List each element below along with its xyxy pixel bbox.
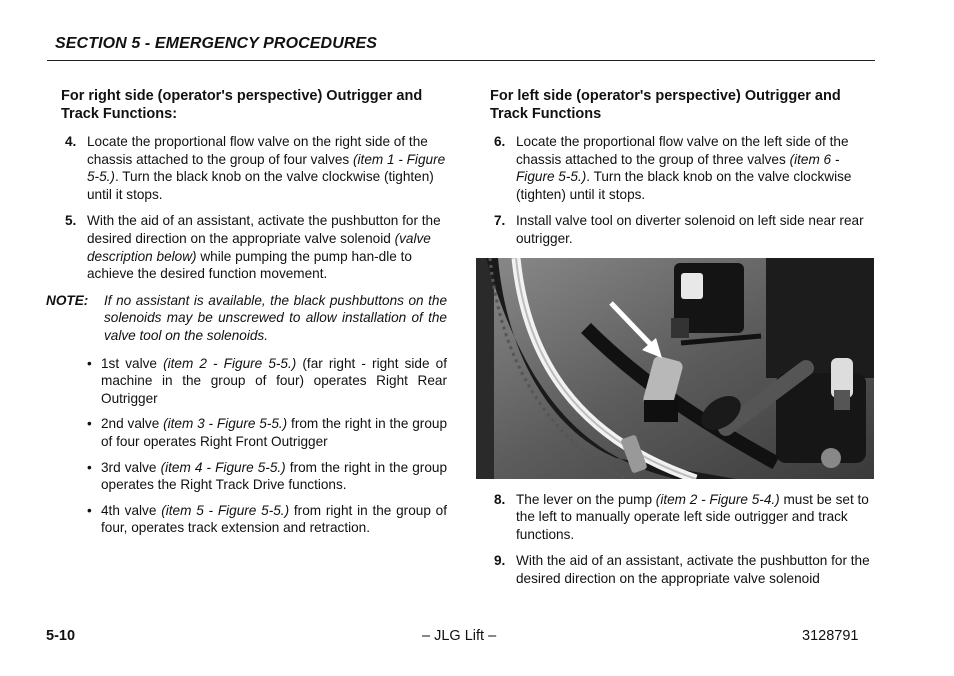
list-item: • 1st valve (item 2 - Figure 5-5.) (far right - right side of machine in the group of four) operates Right Rear Outrigger xyxy=(87,355,447,406)
page-number: 5-10 xyxy=(46,628,76,644)
document-number: 3128791 xyxy=(802,628,859,644)
step-text: Locate the proportional flow valve on the right side of the chassis attached to the group of four valves (item 1 - Figure 5-5.). Turn the black knob on the valve clockwise (tighten) until it stops. xyxy=(87,134,446,202)
step-8 xyxy=(490,491,876,544)
step-text: With the aid of an assistant, activate the pushbutton for the desired direction on the appropriate valve solenoid (valve description below) while pumping the pump han-dle to achieve the desired function movement. xyxy=(87,213,441,282)
section-title: SECTION 5 - EMERGENCY PROCEDURES xyxy=(55,35,378,52)
list-item: • 2nd valve (item 3 - Figure 5-5.) from the right in the group of four operates Right Front Outrigger xyxy=(87,416,448,449)
step-text: With the aid of an assistant, activate the pushbutton for the desired direction on the appropriate valve solenoid xyxy=(516,553,870,586)
step-number: 4. xyxy=(65,134,77,149)
step-text: Locate the proportional flow valve on the left side of the chassis attached to the group of three valves (item 6 - Figure 5-5.). Turn the black knob on the valve clockwise (tighten) until it stops. xyxy=(516,134,852,202)
bullet-icon: • xyxy=(87,416,92,432)
step-number: 7. xyxy=(494,213,506,229)
right-column xyxy=(490,87,876,597)
valve-tool-photo xyxy=(476,258,874,479)
step-text: The lever on the pump (item 2 - Figure 5-4.) must be set to the left to manually operate left side outrigger and track functions. xyxy=(516,491,869,542)
step-text: Install valve tool on diverter solenoid on left side near rear outrigger. xyxy=(516,213,864,246)
list-item: • 4th valve (item 5 - Figure 5-5.) from right in the group of four, operates track extension and retraction. xyxy=(87,502,448,536)
step-number: 9. xyxy=(494,553,506,569)
step-5 xyxy=(61,212,447,282)
photo-illustration xyxy=(476,258,874,479)
step-number: 8. xyxy=(494,491,506,507)
step-number: 6. xyxy=(494,134,506,149)
footer-publisher: – JLG Lift – xyxy=(422,628,497,644)
step-number: 5. xyxy=(65,213,77,229)
right-heading: For left side (operator's perspective) Outrigger and Track Functions xyxy=(490,88,841,122)
valve-list xyxy=(87,355,447,537)
step-7 xyxy=(490,212,876,247)
list-item: • 3rd valve (item 4 - Figure 5-5.) from the right in the group operates the Right Track Drive functions. xyxy=(87,459,448,493)
note-block xyxy=(46,292,447,345)
note-label: NOTE: xyxy=(46,292,89,308)
step-9 xyxy=(490,552,876,587)
left-heading: For right side (operator's perspective) Outrigger and Track Functions: xyxy=(61,88,423,122)
step-4 xyxy=(61,133,447,203)
step-6 xyxy=(490,133,876,203)
left-column xyxy=(46,87,448,545)
bullet-icon: • xyxy=(87,459,92,475)
header-divider xyxy=(47,60,875,61)
note-text: If no assistant is available, the black pushbuttons on the solenoids may be unscrewed to allow installation of the valve tool on the solenoids. xyxy=(104,292,447,343)
bullet-icon: • xyxy=(87,355,92,371)
bullet-icon: • xyxy=(87,502,92,518)
